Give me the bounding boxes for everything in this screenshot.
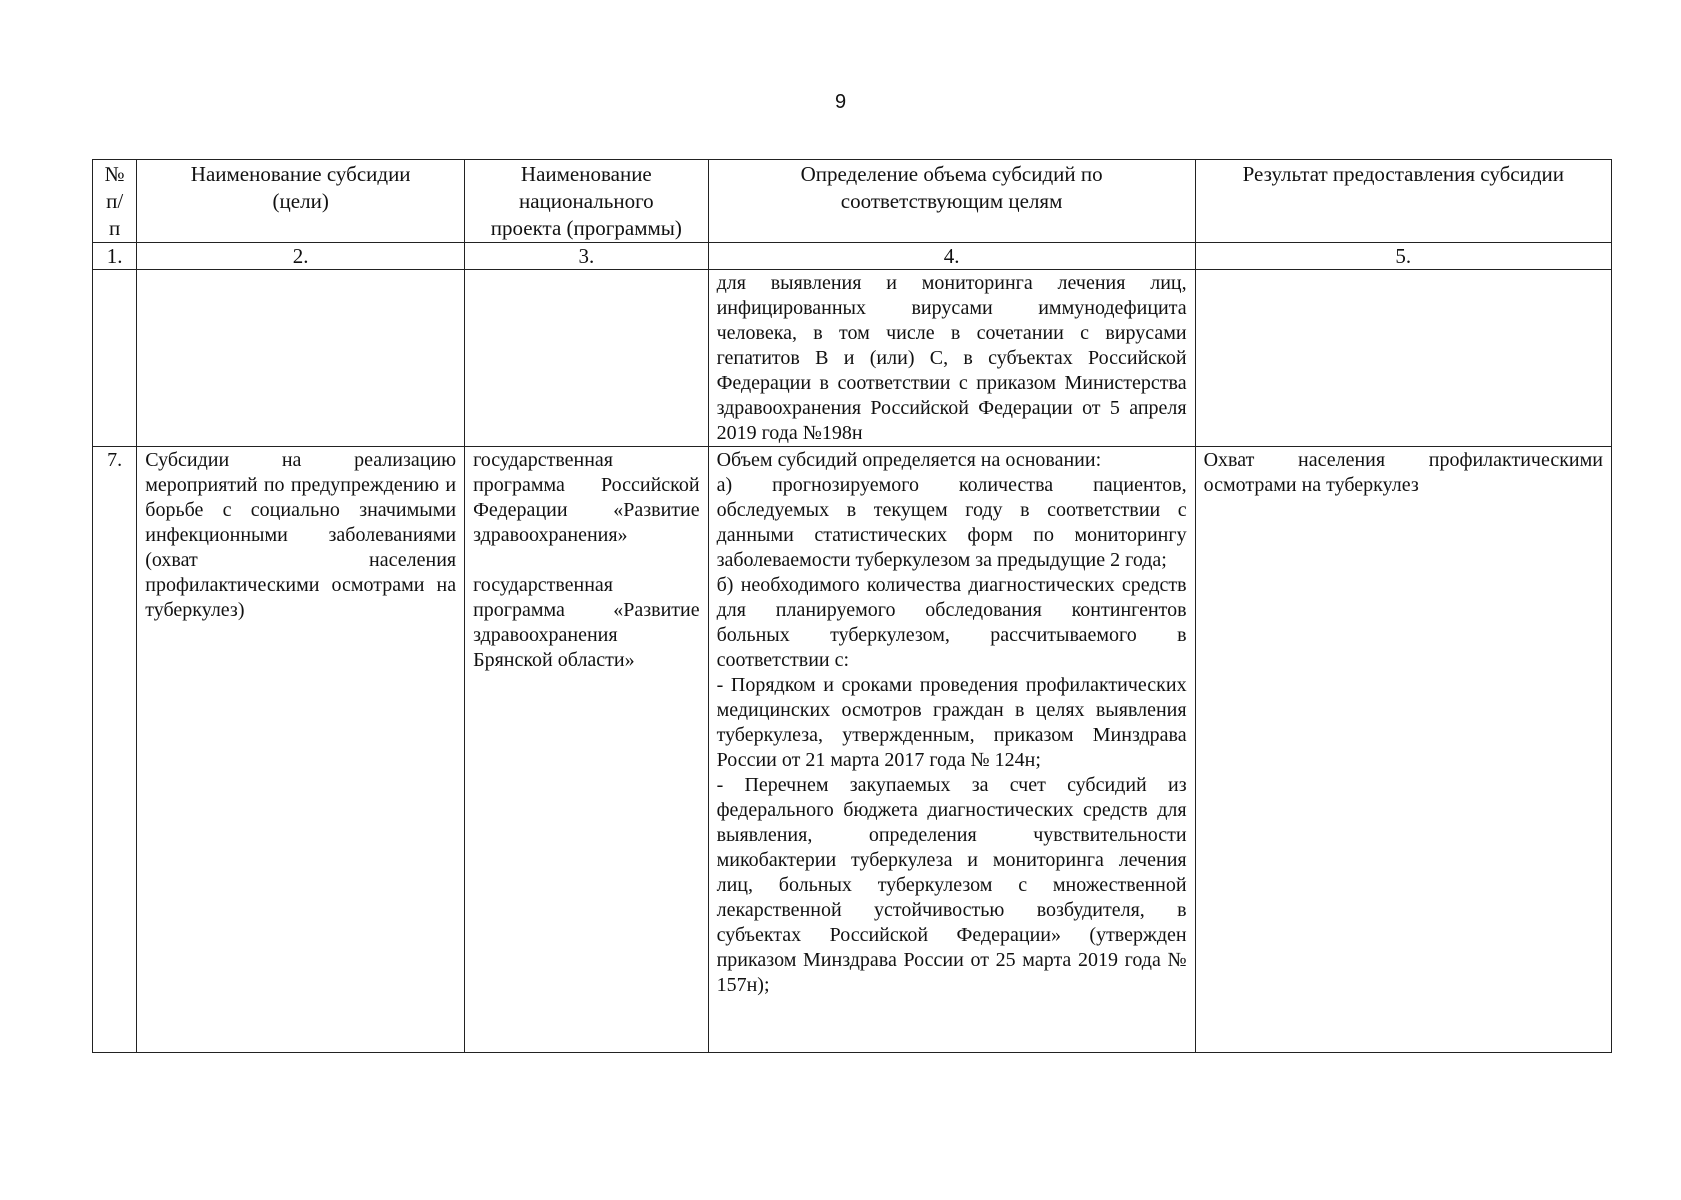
header-cell-subsidy-name: Наименование субсидии (цели) xyxy=(137,160,465,243)
determination-order-124n: - Порядком и сроками проведения профилактических медицинских осмотров граждан в целях выявления туберкулеза, утвержденным, приказом Минздрава России от 21 марта 2017 года № 124н; xyxy=(716,674,1187,771)
row-number: 7. xyxy=(93,447,137,1053)
column-number-cell: 2. xyxy=(137,243,465,270)
subsidy-table xyxy=(92,159,1612,1053)
table-row-continuation xyxy=(93,270,1612,447)
page-number: 9 xyxy=(834,91,847,113)
determination-item-a: а) прогнозируемого количества пациентов, обследуемых в текущем году в соответствии с данными статистических форм по мониторингу заболеваемости туберкулезом за предыдущие 2 года; xyxy=(716,474,1187,571)
header-cell-result: Результат предоставления субсидии xyxy=(1195,160,1611,243)
header-cell-volume-determination: Определение объема субсидий по соответствующим целям xyxy=(708,160,1195,243)
determination-intro: Объем субсидий определяется на основании: xyxy=(716,449,1102,471)
determination-cell xyxy=(708,447,1195,1053)
program-cell xyxy=(465,447,709,1053)
table-cell xyxy=(137,270,465,447)
result-cell: Охват населения профилактическими осмотрами на туберкулез xyxy=(1195,447,1611,1053)
table-cell xyxy=(465,270,709,447)
column-number-cell: 4. xyxy=(708,243,1195,270)
determination-order-157n: - Перечнем закупаемых за счет субсидий из федерального бюджета диагностических средств для выявления, определения чувствительности микобактерии туберкулеза и мониторинга лечения лиц, больных туберкулезом с множественной лекарственной устойчивостью возбудителя, в субъектах Российской Федерации» (утвержден приказом Минздрава России от 25 марта 2019 года № 157н); xyxy=(716,774,1187,996)
table-row-7 xyxy=(93,447,1612,1053)
table-header-row xyxy=(93,160,1612,243)
header-cell-project-name: Наименование национального проекта (программы) xyxy=(465,160,709,243)
column-number-row xyxy=(93,243,1612,270)
header-cell-number: № п/п xyxy=(93,160,137,243)
table-cell xyxy=(93,270,137,447)
table-cell-determination-continued: для выявления и мониторинга лечения лиц, инфицированных вирусами иммунодефицита человека, в том числе в сочетании с вирусами гепатитов B и (или) C, в субъектах Российской Федерации в соответствии с приказом Министерства здравоохранения Российской Федерации от 5 апреля 2019 года №198н xyxy=(708,270,1195,447)
column-number-cell: 5. xyxy=(1195,243,1611,270)
table-cell xyxy=(1195,270,1611,447)
column-number-cell: 3. xyxy=(465,243,709,270)
program-regional: государственная программа «Развитие здравоохранения Брянской области» xyxy=(473,574,700,671)
determination-item-b: б) необходимого количества диагностических средств для планируемого обследования контингентов больных туберкулезом, рассчитываемого в соответствии с: xyxy=(716,574,1187,671)
column-number-cell: 1. xyxy=(93,243,137,270)
subsidy-name-cell: Субсидии на реализацию мероприятий по предупреждению и борьбе с социально значимыми инфекционными заболеваниями (охват населения профилактическими осмотрами на туберкулез) xyxy=(137,447,465,1053)
program-federal: государственная программа Российской Федерации «Развитие здравоохранения» xyxy=(473,449,700,546)
